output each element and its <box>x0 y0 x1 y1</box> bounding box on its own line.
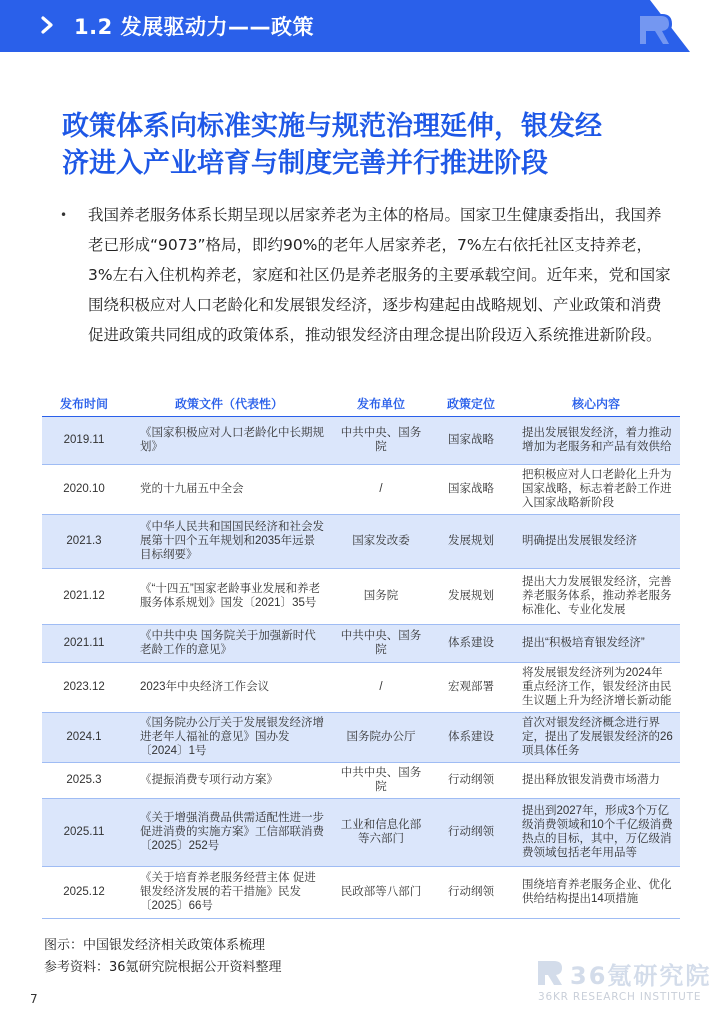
cell-unit: 中共中央、国务院 <box>332 624 430 662</box>
cell-unit: / <box>332 662 430 712</box>
cell-position: 发展规划 <box>430 514 512 568</box>
header-unit: 发布单位 <box>332 392 430 416</box>
cell-core: 提出到2027年，形成3个万亿级消费领域和10个千亿级消费热点的目标，其中，万亿级消费领域包括老年用品等 <box>512 798 680 866</box>
table-header-row <box>42 392 680 416</box>
figure-caption: 图示：中国银发经济相关政策体系梳理 <box>44 938 266 953</box>
cell-time: 2024.1 <box>42 712 126 762</box>
cell-unit: 国家发改委 <box>332 514 430 568</box>
policy-table <box>42 392 680 919</box>
cell-doc: 《提振消费专项行动方案》 <box>126 762 332 798</box>
table-row <box>42 624 680 662</box>
cell-core: 明确提出发展银发经济 <box>512 514 680 568</box>
cell-time: 2019.11 <box>42 416 126 464</box>
cell-doc: 《中共中央 国务院关于加强新时代老龄工作的意见》 <box>126 624 332 662</box>
cell-core: 将发展银发经济列为2024年重点经济工作，银发经济由民生议题上升为经济增长新动能 <box>512 662 680 712</box>
cell-doc: 2023年中央经济工作会议 <box>126 662 332 712</box>
cell-doc: 《“十四五”国家老龄事业发展和养老服务体系规划》国发〔2021〕35号 <box>126 568 332 624</box>
cell-core: 把积极应对人口老龄化上升为国家战略，标志着老龄工作进入国家战略新阶段 <box>512 464 680 514</box>
table-row <box>42 416 680 464</box>
watermark-text-en: 36KR RESEARCH INSTITUTE <box>538 991 702 1003</box>
watermark-logo-icon <box>536 959 564 987</box>
header-core: 核心内容 <box>512 392 680 416</box>
cell-position: 国家战略 <box>430 416 512 464</box>
header-doc: 政策文件（代表性） <box>126 392 332 416</box>
page-number: 7 <box>30 992 38 1006</box>
table-row <box>42 712 680 762</box>
cell-core: 提出发展银发经济，着力推动增加为老服务和产品有效供给 <box>512 416 680 464</box>
cell-time: 2023.12 <box>42 662 126 712</box>
cell-time: 2021.3 <box>42 514 126 568</box>
cell-unit: 中共中央、国务院 <box>332 762 430 798</box>
page-headline <box>62 108 682 182</box>
table-row <box>42 762 680 798</box>
watermark-text-cn: 36氪研究院 <box>570 962 712 990</box>
table-row <box>42 798 680 866</box>
cell-doc: 《关于培育养老服务经营主体 促进银发经济发展的若干措施》民发〔2025〕66号 <box>126 866 332 918</box>
cell-doc: 《中华人民共和国国民经济和社会发展第十四个五年规划和2035年远景目标纲要》 <box>126 514 332 568</box>
chevron-right-icon <box>40 16 54 34</box>
cell-position: 国家战略 <box>430 464 512 514</box>
source-caption: 参考资料：36氪研究院根据公开资料整理 <box>44 960 282 975</box>
cell-position: 体系建设 <box>430 712 512 762</box>
cell-unit: 国务院办公厅 <box>332 712 430 762</box>
cell-position: 行动纲领 <box>430 762 512 798</box>
cell-position: 发展规划 <box>430 568 512 624</box>
cell-position: 行动纲领 <box>430 866 512 918</box>
body-paragraph: 我国养老服务体系长期呈现以居家养老为主体的格局。国家卫生健康委指出，我国养老已形成“9073”格局，即约90%的老年人居家养老，7%左右依托社区支持养老，3%左右入住机构养老，家庭和社区仍是养老服务的主要承载空间。近年来，党和国家围绕积极应对人口老龄化和发展银发经济，逐步构建起由战略规划、产业政策和消费促进政策共同组成的政策体系，推动银发经济由理念提出阶段迈入系统推进新阶段。 <box>88 206 671 344</box>
table-row <box>42 464 680 514</box>
cell-core: 围绕培育养老服务企业、优化供给结构提出14项措施 <box>512 866 680 918</box>
header-time: 发布时间 <box>42 392 126 416</box>
cell-doc: 《国务院办公厅关于发展银发经济增进老年人福祉的意见》国办发〔2024〕1号 <box>126 712 332 762</box>
cell-doc: 党的十九届五中全会 <box>126 464 332 514</box>
cell-time: 2025.11 <box>42 798 126 866</box>
cell-position: 行动纲领 <box>430 798 512 866</box>
section-title: 1.2 发展驱动力——政策 <box>74 15 315 39</box>
cell-unit: 中共中央、国务院 <box>332 416 430 464</box>
cell-core: 提出大力发展银发经济，完善养老服务体系，推动养老服务标准化、专业化发展 <box>512 568 680 624</box>
cell-position: 宏观部署 <box>430 662 512 712</box>
cell-unit: 民政部等八部门 <box>332 866 430 918</box>
table-row <box>42 662 680 712</box>
cell-unit: / <box>332 464 430 514</box>
cell-core: 提出释放银发消费市场潜力 <box>512 762 680 798</box>
cell-core: 首次对银发经济概念进行界定，提出了发展银发经济的26项具体任务 <box>512 712 680 762</box>
cell-unit: 工业和信息化部等六部门 <box>332 798 430 866</box>
headline-line-2: 济进入产业培育与制度完善并行推进阶段 <box>62 148 548 179</box>
headline-line-1: 政策体系向标准实施与规范治理延伸，银发经 <box>62 111 602 142</box>
cell-time: 2025.12 <box>42 866 126 918</box>
table-row <box>42 568 680 624</box>
cell-time: 2021.12 <box>42 568 126 624</box>
cell-doc: 《关于增强消费品供需适配性进一步促进消费的实施方案》工信部联消费〔2025〕252号 <box>126 798 332 866</box>
table-row <box>42 514 680 568</box>
table-row <box>42 866 680 918</box>
cell-position: 体系建设 <box>430 624 512 662</box>
header-cutout <box>540 0 720 52</box>
36kr-logo-icon <box>636 12 674 48</box>
cell-doc: 《国家积极应对人口老龄化中长期规划》 <box>126 416 332 464</box>
cell-time: 2020.10 <box>42 464 126 514</box>
header-position: 政策定位 <box>430 392 512 416</box>
cell-time: 2021.11 <box>42 624 126 662</box>
cell-time: 2025.3 <box>42 762 126 798</box>
cell-core: 提出“积极培育银发经济” <box>512 624 680 662</box>
bullet-dot: • <box>60 208 68 222</box>
cell-unit: 国务院 <box>332 568 430 624</box>
